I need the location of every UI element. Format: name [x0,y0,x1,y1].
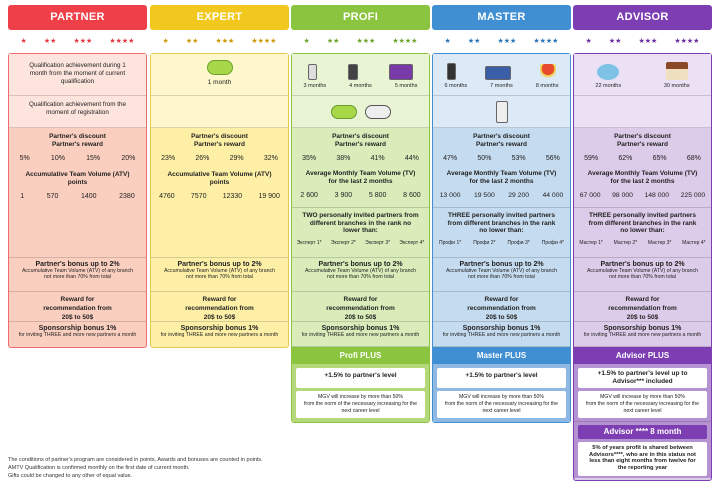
advisor-8-text: 5% of years profit is shared between Advisors****, who are in this status not less than eight months from twelve for the reporting year [589,445,696,471]
discount-values [151,155,288,162]
volume-value: 29 200 [508,192,530,199]
discount-value: 29% [229,155,244,162]
plus-mgv-2: from the norm of the necessary increasing for the next career level [303,401,418,414]
rank-label: Мастер 1* [579,239,603,246]
rank-label: Профи 3* [507,239,530,246]
sponsor-section [574,322,711,347]
plus-mgv-1: MGV will increase by more than 50% [599,394,686,400]
discount-value: 65% [652,155,667,162]
advisor-8-title: Advisor **** 8 month [578,425,707,439]
partner-header: PARTNER [8,5,147,30]
sponsor-section [151,322,288,347]
discount-values [433,155,570,162]
fitness-band-icon [331,105,357,119]
volume-value: 570 [46,193,59,200]
expert-header: EXPERT [150,5,289,30]
volume-value: 3 900 [334,192,353,199]
invite-title: THREE personally invited partners from different branches in the rank no lower than: [588,212,697,234]
prize-duration: 22 months [595,83,622,89]
star-level-3: ★★★ [356,38,376,45]
laptop-icon [485,66,511,80]
expert-star-levels [150,33,289,49]
advisor-bonus-section [574,258,711,292]
volume-title: Average Monthly Team Volume (TV) for the last 2 months [446,170,557,185]
invite-title: THREE personally invited partners from different branches in the rank no lower than: [447,212,556,234]
star-level-1: ★ [585,38,592,45]
reward-title: Reward for recommendation from 20$ to 50$ [185,296,254,321]
bonus-title: Partner's bonus up to 2% [600,261,685,268]
bonus-text: Accumulative Team Volume (ATV) of any branch [163,268,276,274]
sponsor-title: Sponsorship bonus 1% [603,325,682,332]
volume-value: 7570 [190,193,207,200]
sponsor-text: for inviting THREE and more new partners a month [301,332,420,338]
volume-value: 5 800 [368,192,387,199]
volume-title: Average Monthly Team Volume (TV) for the last 2 months [587,170,698,185]
sponsor-text: for inviting THREE and more new partners a month [442,332,561,338]
reward-title: Reward for recommendation from 20$ to 50$ [467,296,536,321]
master-body [432,53,571,423]
star-level-2: ★★ [185,38,199,45]
volume-title: Accumulative Team Volume (ATV) points [25,171,130,186]
discount-value: 10% [50,155,65,162]
profi-body [291,53,430,423]
smartphone-icon [447,63,456,80]
advisor-header: ADVISOR [573,5,712,30]
profi-plus-section [292,347,429,422]
master-star-levels [432,33,571,49]
column-profi [291,5,430,414]
discount-value: 23% [161,155,176,162]
advisor-8-text-box [578,442,707,476]
star-level-3: ★★★ [73,38,93,45]
footer-note: The conditions of partner's program are considered in points. Awards and bonuses are counted in points. [8,457,263,463]
discount-value: 35% [302,155,317,162]
prize-duration: 3 months [303,83,327,89]
star-level-2: ★★ [43,38,57,45]
bonus-text: Accumulative Team Volume (ATV) of any branch [586,268,699,274]
advisor-discount-section [574,128,711,258]
partner-body [8,53,147,348]
fitness-band-icon [207,60,233,75]
volume-values [9,193,146,200]
sponsor-text: for inviting THREE and more new partners a month [160,332,279,338]
plus-mgv-2: from the norm of the necessary increasing for the next career level [444,401,559,414]
expert-prize-section [151,54,288,96]
fitness-band-icon [365,105,391,119]
smartphone-icon [348,64,358,80]
discount-values [9,155,146,162]
prize-duration: 4 months [349,83,372,89]
profi-discount-section [292,128,429,258]
plus-title: Master PLUS [433,347,570,364]
bonus-text: Accumulative Team Volume (ATV) of any branch [445,268,558,274]
advisor-body [573,53,712,481]
master-prize-section [433,54,570,96]
footer-note: AMTV Qualification is confirmed monthly on the first date of current month. [8,465,190,471]
bonus-text: not more than 70% from total [609,274,676,280]
bonus-text: not more than 70% from total [327,274,394,280]
partner-discount-section [9,128,146,258]
discount-value: 68% [686,155,701,162]
star-level-4: ★★★★ [392,38,418,45]
tablet-icon [389,64,413,80]
discount-title: Partner's discount Partner's reward [49,133,106,148]
volume-value: 12330 [222,193,243,200]
plus-level-box [296,368,425,388]
sponsor-title: Sponsorship bonus 1% [180,325,259,332]
star-level-1: ★ [444,38,451,45]
profi-header: PROFI [291,5,430,30]
reward-section [292,292,429,322]
volume-values [433,192,570,199]
rank-label: Эксперт 4* [399,239,425,246]
master-plus-section [433,347,570,422]
volume-value: 148 000 [644,192,670,199]
footer-note: Gifts could be changed to any other of equal value. [8,473,133,479]
expert-discount-section [151,128,288,258]
plus-mgv-2: from the norm of the necessary increasing for the next career level [585,401,700,414]
plus-mgv-box [578,391,707,418]
star-level-1: ★ [303,38,310,45]
profi-prize-section [292,54,429,96]
column-partner [8,5,147,338]
sponsor-title: Sponsorship bonus 1% [321,325,400,332]
rank-requirements [433,240,570,246]
prize-duration: 30 months [663,83,690,89]
star-level-2: ★★ [467,38,481,45]
bonus-title: Partner's bonus up to 2% [459,261,544,268]
prize-duration: 7 months [490,83,513,89]
discount-values [292,155,429,162]
rank-label: Профи 4* [541,239,564,246]
discount-value: 15% [86,155,101,162]
star-level-4: ★★★★ [533,38,559,45]
bonus-text: not more than 70% from total [186,274,253,280]
star-level-3: ★★★ [215,38,235,45]
bonus-text: Accumulative Team Volume (ATV) of any branch [21,268,134,274]
qualification-1-month: Qualification achievement during 1 month from the moment of current qualification [9,54,146,96]
volume-value: 19 900 [258,193,280,200]
plus-mgv-box [296,391,425,418]
plus-mgv-1: MGV will increase by more than 50% [458,394,545,400]
discount-value: 5% [19,155,30,162]
star-level-2: ★★ [608,38,622,45]
reward-section [574,292,711,322]
discount-value: 32% [263,155,278,162]
advisor-star-levels [573,33,712,49]
rank-label: Эксперт 3* [365,239,391,246]
master-bonus-section [433,258,570,292]
reward-section [9,292,146,322]
discount-title: Partner's discount Partner's reward [614,133,671,148]
column-expert [150,5,289,338]
star-level-3: ★★★ [497,38,517,45]
bonus-title: Partner's bonus up to 2% [177,261,262,268]
plus-title: Advisor PLUS [574,347,711,364]
volume-value: 2 600 [300,192,318,199]
advisor-8-month-section [574,422,711,478]
plus-title: Profi PLUS [292,347,429,364]
rank-label: Профи 2* [473,239,496,246]
bonus-text: not more than 70% from total [468,274,535,280]
profi-bonus-section [292,258,429,292]
discount-value: 26% [195,155,210,162]
volume-value: 225 000 [680,192,706,199]
sponsor-section [9,322,146,347]
reward-title: Reward for recommendation from 20$ to 50$ [43,296,112,321]
qualification-registration: Qualification achievement from the moment of registration [9,96,146,128]
rank-label: Эксперт 1* [296,239,322,246]
invite-title: TWO personally invited partners from different branches in the rank no lower than: [302,212,419,234]
plus-level-box [437,368,566,388]
discount-title: Partner's discount Partner's reward [191,133,248,148]
expert-body [150,53,289,348]
bonus-title: Partner's bonus up to 2% [318,261,403,268]
sponsor-text: for inviting THREE and more new partners a month [18,332,137,338]
rank-label: Эксперт 2* [330,239,356,246]
profi-star-levels [291,33,430,49]
expert-bonus-section [151,258,288,292]
rank-label: Мастер 2* [613,239,638,246]
bonus-text: Accumulative Team Volume (ATV) of any branch [304,268,417,274]
column-advisor [573,5,712,471]
sponsor-section [292,322,429,347]
volume-values [292,192,429,199]
star-level-3: ★★★ [638,38,658,45]
plus-level: +1.5% to partner's level [465,372,538,379]
advisor-prize-section [574,54,711,96]
advisor-empty-row [574,96,711,128]
discount-value: 53% [511,155,526,162]
partner-bonus-section [9,258,146,292]
reward-section [433,292,570,322]
reward-title: Reward for recommendation from 20$ to 50$ [608,296,677,321]
master-discount-section [433,128,570,258]
tablet-icon [308,64,317,80]
master-prize-row-2 [433,96,570,128]
discount-value: 56% [545,155,560,162]
rank-requirements [574,240,711,246]
discount-value: 50% [477,155,492,162]
reward-title: Reward for recommendation from 20$ to 50$ [326,296,395,321]
partner-star-levels [8,33,147,49]
volume-value: 2380 [119,193,135,200]
volume-value: 19 500 [473,192,495,199]
plus-level: +1.5% to partner's level up to Advisor*** included [597,370,688,385]
rank-label: Мастер 3* [647,239,672,246]
discount-values [574,155,711,162]
plus-level-box [578,368,707,388]
beach-umbrella-icon [540,64,556,80]
discount-title: Partner's discount Partner's reward [473,133,530,148]
bonus-text: not more than 70% from total [44,274,111,280]
volume-values [151,193,288,200]
volume-values [574,192,711,199]
volume-value: 13 000 [439,192,461,199]
expert-empty-row [151,96,288,128]
plus-level: +1.5% to partner's level [324,372,397,379]
star-level-1: ★ [20,38,27,45]
airplane-icon [597,64,619,80]
volume-value: 4760 [159,193,175,200]
discount-value: 47% [443,155,458,162]
prize-duration: 8 months [535,83,559,89]
master-header: MASTER [432,5,571,30]
star-level-4: ★★★★ [674,38,700,45]
house-icon [666,62,688,80]
phone-icon [496,101,508,123]
discount-value: 41% [370,155,385,162]
advisor-plus-section [574,347,711,422]
volume-value: 67 000 [579,192,601,199]
rank-label: Профи 1* [439,239,462,246]
reward-section [151,292,288,322]
rank-requirements [292,240,429,246]
discount-value: 62% [618,155,633,162]
volume-value: 44 000 [542,192,564,199]
sponsor-title: Sponsorship bonus 1% [38,325,117,332]
rank-label: Мастер 4* [682,239,706,246]
plus-mgv-box [437,391,566,418]
star-level-4: ★★★★ [109,38,135,45]
volume-value: 8 600 [403,192,421,199]
profi-prize-row-2 [292,96,429,128]
discount-value: 38% [336,155,351,162]
discount-title: Partner's discount Partner's reward [332,133,389,148]
prize-duration: 1 month [207,79,232,86]
star-level-2: ★★ [326,38,340,45]
prize-duration: 5 months [394,83,418,89]
footer-notes [8,456,263,480]
prize-duration: 6 months [444,83,468,89]
sponsor-text: for inviting THREE and more new partners a month [583,332,702,338]
star-level-4: ★★★★ [251,38,277,45]
volume-value: 1400 [81,193,97,200]
volume-title: Average Monthly Team Volume (TV) for the last 2 months [305,170,416,185]
discount-value: 44% [404,155,419,162]
column-master [432,5,571,414]
sponsor-title: Sponsorship bonus 1% [462,325,541,332]
star-level-1: ★ [162,38,169,45]
bonus-title: Partner's bonus up to 2% [35,261,120,268]
volume-value: 1 [20,193,25,200]
plus-mgv-1: MGV will increase by more than 50% [317,394,404,400]
volume-title: Accumulative Team Volume (ATV) points [167,171,272,186]
discount-value: 59% [584,155,599,162]
volume-value: 98 000 [612,192,633,199]
discount-value: 20% [121,155,136,162]
sponsor-section [433,322,570,347]
